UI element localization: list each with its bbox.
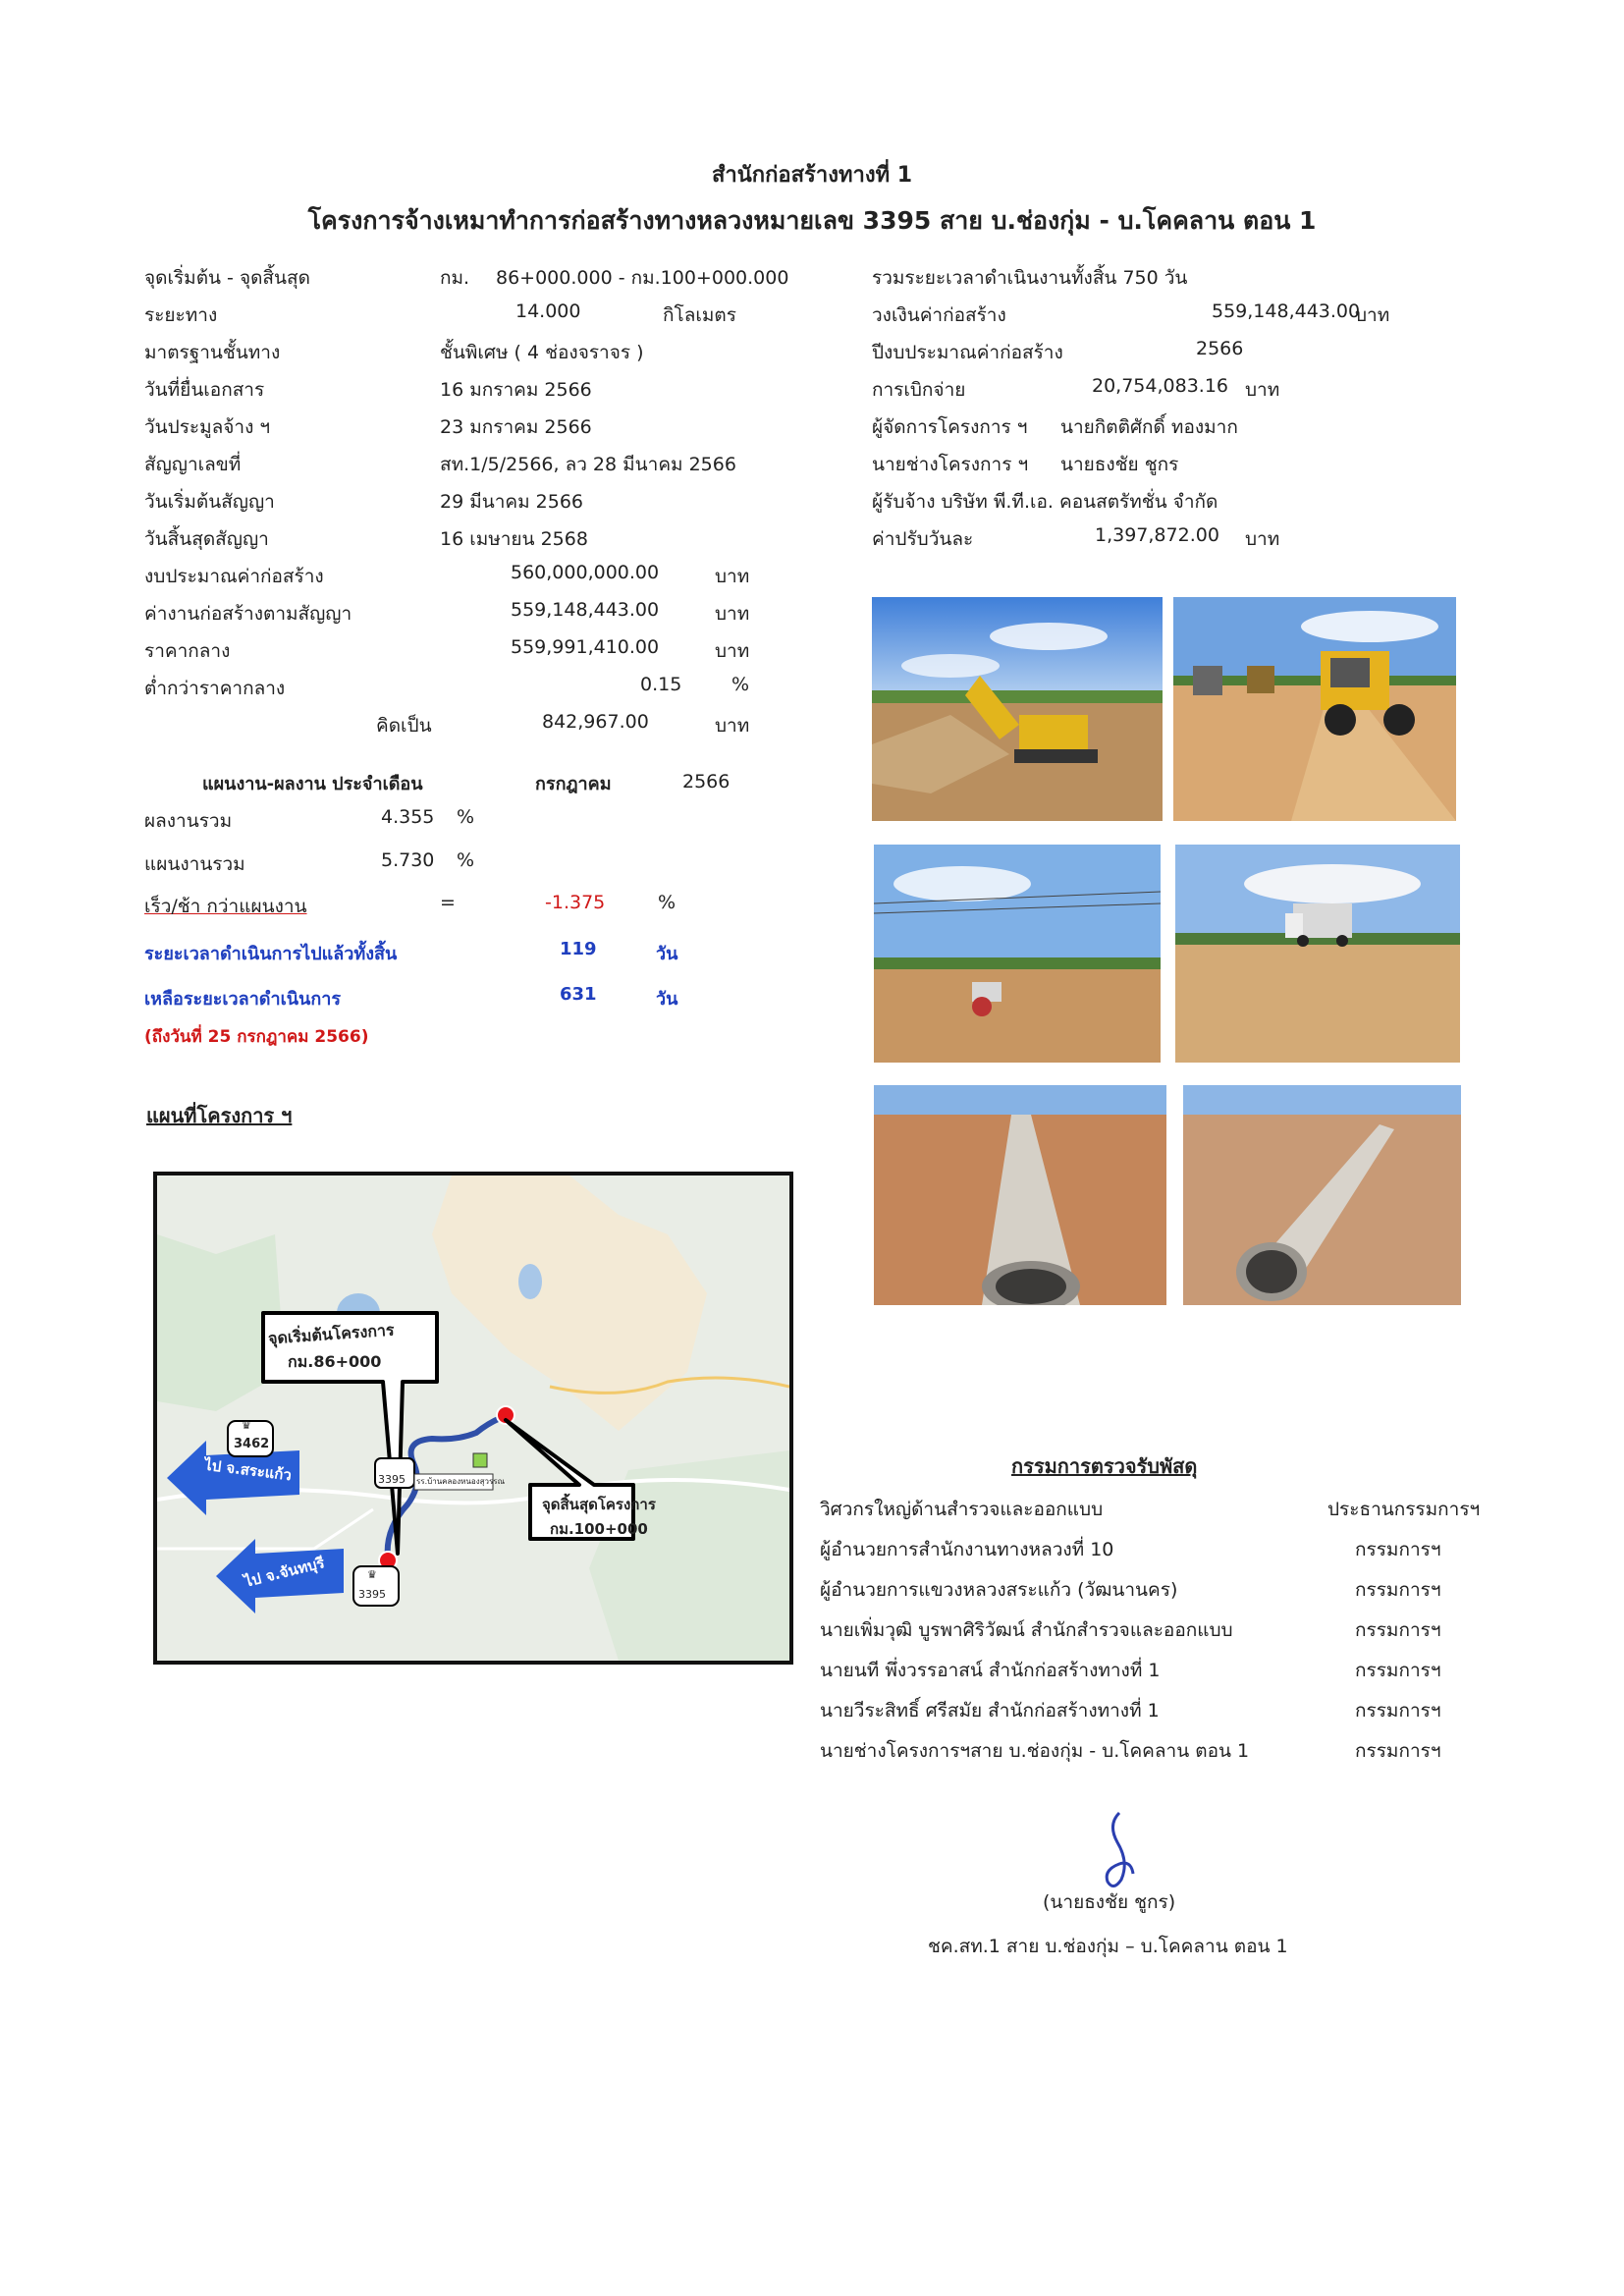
signature-name: (นายธงชัย ชูกร) bbox=[1043, 1891, 1176, 1913]
asof-date: (ถึงวันที่ 25 กรกฎาคม 2566) bbox=[144, 1027, 369, 1047]
info-value: 23 มกราคม 2566 bbox=[440, 416, 592, 438]
budget-unit: บาท bbox=[715, 603, 750, 625]
info-value: สท.1/5/2566, ลว 28 มีนาคม 2566 bbox=[440, 454, 736, 475]
office-title: สำนักก่อสร้างทางที่ 1 bbox=[711, 163, 913, 188]
right-info-value: 20,754,083.16 bbox=[1092, 375, 1229, 397]
budget-label: ค่างานก่อสร้างตามสัญญา bbox=[144, 603, 352, 625]
plan-value: 5.730 bbox=[381, 849, 435, 871]
route-3462-label: 3462 bbox=[234, 1437, 270, 1451]
plan-label: แผนงานรวม bbox=[144, 853, 245, 875]
budget-value: 560,000,000.00 bbox=[511, 562, 660, 583]
budget-value: 559,991,410.00 bbox=[511, 636, 660, 658]
right-info-value: 2566 bbox=[1196, 338, 1244, 359]
committee-role: กรรมการฯ bbox=[1355, 1539, 1441, 1560]
right-info-label: การเบิกจ่าย bbox=[872, 379, 966, 401]
photo-culvert-pipe-1 bbox=[874, 1085, 1166, 1305]
right-info-label: ผู้จัดการโครงการ ฯ bbox=[872, 416, 1028, 438]
right-info-label: วงเงินค่าก่อสร้าง bbox=[872, 304, 1006, 326]
progress-month: กรกฎาคม bbox=[535, 774, 612, 794]
committee-heading: กรรมการตรวจรับพัสดุ bbox=[1011, 1454, 1198, 1478]
info-value: 14.000 bbox=[515, 301, 581, 322]
right-info-label: นายช่างโครงการ ฯ bbox=[872, 454, 1029, 475]
diff-eq: = bbox=[440, 892, 456, 913]
budget-unit: % bbox=[731, 674, 750, 695]
committee-role: ประธานกรรมการฯ bbox=[1327, 1499, 1481, 1520]
route-3395-label: 3395 bbox=[378, 1473, 406, 1486]
project-map bbox=[153, 1172, 793, 1665]
info-label: มาตรฐานชั้นทาง bbox=[144, 342, 281, 363]
right-info-label: ปีงบประมาณค่าก่อสร้าง bbox=[872, 342, 1063, 363]
signature-image bbox=[1090, 1805, 1149, 1893]
photo-roller bbox=[874, 845, 1161, 1063]
right-info-unit: บาท bbox=[1245, 528, 1280, 550]
info-value: 16 มกราคม 2566 bbox=[440, 379, 592, 401]
map-end-title: จุดสิ้นสุดโครงการ bbox=[542, 1496, 656, 1513]
map-start-title: จุดเริ่มต้นโครงการ bbox=[267, 1320, 396, 1348]
map-heading: แผนที่โครงการ ฯ bbox=[146, 1104, 293, 1127]
budget-value: 0.15 bbox=[640, 674, 682, 695]
budget-unit: บาท bbox=[715, 715, 750, 737]
actual-label: ผลงานรวม bbox=[144, 810, 233, 832]
right-info-label: ผู้รับจ้าง บริษัท พี.ที.เอ. คอนสตรัทชั่น จำกัด bbox=[872, 491, 1218, 513]
info-label: วันที่ยื่นเอกสาร bbox=[144, 379, 265, 401]
actual-unit: % bbox=[457, 806, 475, 828]
right-info-value: 559,148,443.00 bbox=[1212, 301, 1361, 322]
elapsed-value: 119 bbox=[560, 939, 597, 959]
map-start-km: กม.86+000 bbox=[288, 1352, 382, 1371]
info-value: 16 เมษายน 2568 bbox=[440, 528, 588, 550]
budget-value: 842,967.00 bbox=[542, 711, 649, 733]
budget-label: คิดเป็น bbox=[376, 715, 432, 737]
diff-label: เร็ว/ช้า กว่าแผนงาน bbox=[144, 896, 307, 917]
progress-heading: แผนงาน-ผลงาน ประจำเดือน bbox=[202, 774, 423, 794]
budget-label: งบประมาณค่าก่อสร้าง bbox=[144, 566, 324, 587]
photo-grader bbox=[1173, 597, 1456, 821]
map-end-km: กม.100+000 bbox=[550, 1520, 648, 1538]
committee-role: กรรมการฯ bbox=[1355, 1700, 1441, 1722]
info-label: วันสิ้นสุดสัญญา bbox=[144, 528, 269, 550]
info-value: กิโลเมตร bbox=[663, 304, 736, 326]
right-info-label: ค่าปรับวันละ bbox=[872, 528, 974, 550]
budget-unit: บาท bbox=[715, 566, 750, 587]
info-label: วันประมูลจ้าง ฯ bbox=[144, 416, 271, 438]
arrow-label-sakaeo: ไป จ.สระแก้ว bbox=[203, 1455, 293, 1485]
remain-label: เหลือระยะเวลาดำเนินการ bbox=[144, 989, 342, 1010]
elapsed-unit: วัน bbox=[656, 944, 678, 964]
school-label: รร.บ้านคลองหนองสุวรรณ bbox=[416, 1477, 505, 1486]
info-value: 29 มีนาคม 2566 bbox=[440, 491, 584, 513]
info-label: วันเริ่มต้นสัญญา bbox=[144, 491, 275, 513]
info-label: สัญญาเลขที่ bbox=[144, 454, 242, 475]
committee-role: กรรมการฯ bbox=[1355, 1660, 1441, 1681]
project-title: โครงการจ้างเหมาทำการก่อสร้างทางหลวงหมายเลข 3395 สาย บ.ช่องกุ่ม - บ.โคคลาน ตอน 1 bbox=[307, 206, 1317, 235]
committee-name: นายวีระสิทธิ์ ศรีสมัย สำนักก่อสร้างทางที่ 1 bbox=[820, 1700, 1160, 1722]
committee-name: ผู้อำนวยการสำนักงานทางหลวงที่ 10 bbox=[820, 1539, 1114, 1560]
committee-role: กรรมการฯ bbox=[1355, 1579, 1441, 1601]
remain-unit: วัน bbox=[656, 989, 678, 1010]
committee-role: กรรมการฯ bbox=[1355, 1619, 1441, 1641]
actual-value: 4.355 bbox=[381, 806, 435, 828]
route-shield-icon: ♛ bbox=[367, 1568, 377, 1581]
plan-unit: % bbox=[457, 849, 475, 871]
budget-label: ต่ำกว่าราคากลาง bbox=[144, 678, 286, 699]
committee-name: ผู้อำนวยการแขวงหลวงสระแก้ว (วัฒนานคร) bbox=[820, 1579, 1178, 1601]
progress-year: 2566 bbox=[682, 771, 731, 793]
diff-value: -1.375 bbox=[545, 892, 606, 913]
budget-unit: บาท bbox=[715, 640, 750, 662]
info-label: จุดเริ่มต้น - จุดสิ้นสุด bbox=[144, 267, 310, 289]
committee-name: นายนที พึ่งวรรอาสน์ สำนักก่อสร้างทางที่ 1 bbox=[820, 1660, 1161, 1681]
right-info-value: 1,397,872.00 bbox=[1095, 524, 1219, 546]
elapsed-label: ระยะเวลาดำเนินการไปแล้วทั้งสิ้น bbox=[144, 944, 398, 964]
info-value: 86+000.000 - กม.100+000.000 bbox=[496, 267, 789, 289]
photo-water-truck bbox=[1175, 845, 1460, 1063]
signature-position: ชค.สท.1 สาย บ.ช่องกุ่ม – บ.โคคลาน ตอน 1 bbox=[928, 1936, 1288, 1957]
info-value: กม. bbox=[440, 267, 470, 289]
arrow-label-chanthaburi: ไป จ.จันทบุรี bbox=[243, 1554, 327, 1591]
right-info-label: รวมระยะเวลาดำเนินงานทั้งสิ้น 750 วัน bbox=[872, 267, 1188, 289]
budget-value: 559,148,443.00 bbox=[511, 599, 660, 621]
right-info-value: นายกิตติศักดิ์ ทองมาก bbox=[1060, 416, 1238, 438]
committee-name: นายช่างโครงการฯสาย บ.ช่องกุ่ม - บ.โคคลาน ตอน 1 bbox=[820, 1740, 1250, 1762]
info-value: ชั้นพิเศษ ( 4 ช่องจราจร ) bbox=[440, 342, 644, 363]
right-info-unit: บาท bbox=[1355, 304, 1390, 326]
right-info-value: นายธงชัย ชูกร bbox=[1060, 454, 1179, 475]
diff-unit: % bbox=[658, 892, 677, 913]
route-shield-icon: ♛ bbox=[242, 1419, 251, 1432]
route-3395-label: 3395 bbox=[358, 1588, 386, 1601]
committee-name: วิศวกรใหญ่ด้านสำรวจและออกแบบ bbox=[820, 1499, 1104, 1520]
photo-culvert-pipe-2 bbox=[1183, 1085, 1461, 1305]
budget-label: ราคากลาง bbox=[144, 640, 231, 662]
remain-value: 631 bbox=[560, 984, 597, 1005]
right-info-unit: บาท bbox=[1245, 379, 1280, 401]
committee-role: กรรมการฯ bbox=[1355, 1740, 1441, 1762]
photo-excavator bbox=[872, 597, 1163, 821]
committee-name: นายเพิ่มวุฒิ บูรพาศิริวัฒน์ สำนักสำรวจและออกแบบ bbox=[820, 1619, 1233, 1641]
info-label: ระยะทาง bbox=[144, 304, 218, 326]
